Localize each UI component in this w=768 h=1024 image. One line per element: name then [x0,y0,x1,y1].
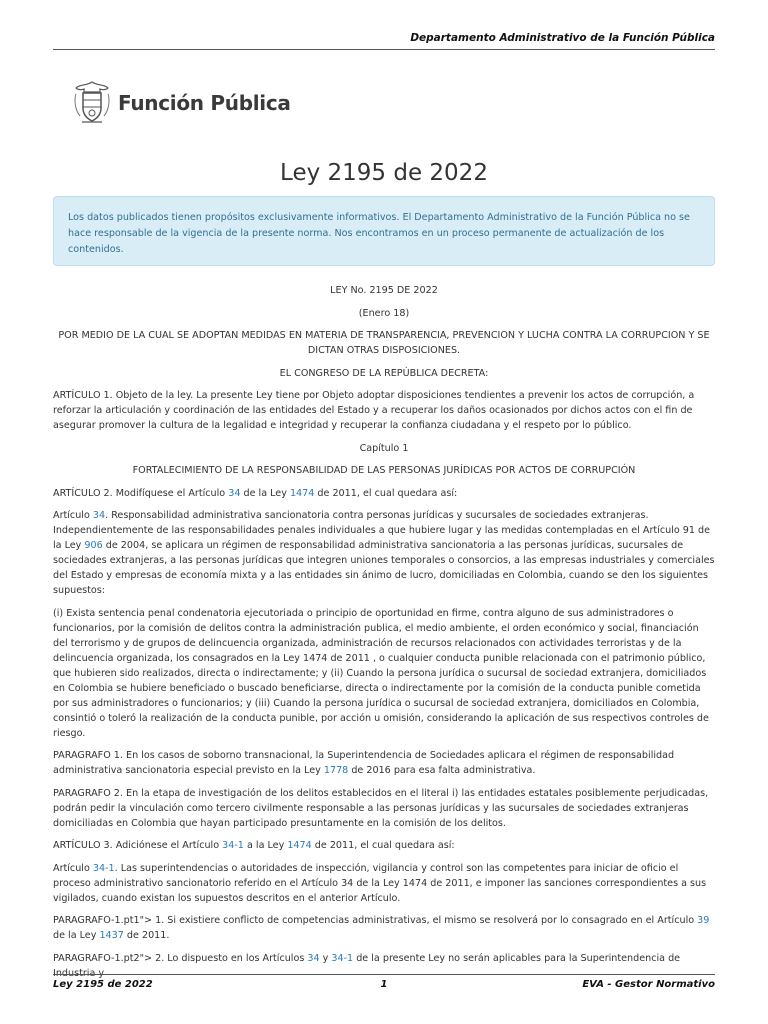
header-org: Departamento Administrativo de la Función Pública [410,32,715,44]
article-1: ARTÍCULO 1. Objeto de la ley. La presente Ley tiene por Objeto adoptar disposiciones tendientes a prevenir los actos de corrupción, a reforzar la articulación y coordinación de las entidades del Estado y a recuperar los daños ocasionados por dichos actos con el fin de asegurar promover la cultura de la legalidad e integridad y recuperar la confianza ciudadana y el respeto por lo público. [53,390,695,431]
text-run: de 2011, el cual quedara así: [314,487,458,499]
link-article-34-1[interactable]: 34-1 [222,840,244,851]
paragraph-1 [53,748,715,778]
text-run: ARTÍCULO 3. Adiciónese el Artículo [53,840,223,851]
article-3 [53,838,715,853]
text-run: . Responsabilidad administrativa sancionatoria contra personas jurídicas y sucursales de sociedades extranjeras. Independientemente de las responsabilidades penales individuales a que hubiere lugar y las medidas contempladas en el Artículo 91 de la Ley [53,510,711,551]
info-notice: Los datos publicados tienen propósitos exclusivamente informativos. El Departamento Administrativo de la Función Pública no se hace responsable de la vigencia de la presente norma. Nos encontramos en un proceso permanente de actualización de los contenidos. [53,196,715,266]
supuestos-text: (i) Exista sentencia penal condenatoria ejecutoriada o principio de oportunidad en firme, contra alguno de sus administradores o funcionarios, por la comisión de delitos contra la administración publica, el medio ambiente, el orden económico y social, financiación del terrorismo y de grupos de delincuencia organizada, administración de recursos relacionados con actividades terroristas y de la delincuencia organizada, los consagrados en la Ley 1474 de 2011 , o cualquier conducta punible relacionada con el patrimonio público, que hubieren sido realizados, directa o indirectamente; y (ii) Cuando la persona jurídica o sucursal de sociedad extranjera, domiciliados en Colombia se hubiere beneficiado o buscado beneficiarse, directa o indirectamente por la comisión de la conducta punible cometida por sus administradores o funcionarios; y (iii) Cuando la persona jurídica o sucursal de sociedad extranjera, domiciliados en Colombia, consintió o toleró la realización de la conducta punible, por acción u omisión, considerando la aplicación de sus respectivos controles de riesgo. [53,607,709,739]
article-34-1-text [53,861,715,906]
law-decree: EL CONGRESO DE LA REPÚBLICA DECRETA: [279,367,489,379]
law-date: (Enero 18) [358,307,410,319]
article-34-text [53,508,715,598]
paragraph-2: PARAGRAFO 2. En la etapa de investigación de los delitos establecidos en el literal i) las entidades estatales posiblemente perjudicadas, podrán pedir la vinculación como tercero civilmente responsable a las personas jurídicas y las sucursales de sociedades extranjeras domiciliadas en Colombia que hayan participado presuntamente en la comisión de los delitos. [53,787,709,829]
text-run: Artículo [53,510,93,521]
logo[interactable] [72,80,291,126]
footer-system: EVA - Gestor Normativo [582,979,715,990]
text-run: y [319,952,332,964]
text-run: de 2011, el cual quedara así: [311,840,455,851]
page-header [53,30,715,50]
text-run: de la presente Ley no serán aplicables para la Superintendencia de Industria y [53,952,681,979]
text-run: PARAGRAFO 1. En los casos de soborno transnacional, la Superintendencia de Sociedades aplicara el régimen de responsabilidad administrativa sancionatoria especial previsto en la Ley [53,750,675,776]
text-run: a la Ley [243,840,288,851]
link-article-34[interactable]: 34 [92,510,106,521]
link-article-34-1[interactable]: 34-1 [331,952,354,964]
coat-of-arms-icon [72,80,112,126]
text-run: ARTÍCULO 2. Modifíquese el Artículo [53,487,229,499]
link-ley-1474[interactable]: 1474 [287,840,312,851]
link-article-39[interactable]: 39 [697,915,710,926]
chapter-label: Capítulo 1 [359,442,409,454]
text-run: Artículo [53,862,93,874]
link-ley-1474[interactable]: 1474 [289,487,315,499]
text-run: . Las superintendencias o autoridades de inspección, vigilancia y control son las competentes para iniciar de oficio el proceso administrativo sancionatorio referido en el Artículo 34 de la Ley 1474 de 2011, e imponer las sanciones correspondientes a sus vigilados, cuando existan los supuestos descritos en el anterior Artículo. [53,862,707,904]
paragraph-pt1 [53,913,715,943]
link-ley-1778[interactable]: 1778 [323,765,349,776]
text-run: de la Ley [53,930,100,941]
link-ley-1437[interactable]: 1437 [99,930,124,941]
text-run: PARAGRAFO-1.pt2"> 2. Lo dispuesto en los Artículos [53,952,308,964]
article-2 [53,486,715,501]
logo-text: Función Pública [118,91,291,115]
link-article-34[interactable]: 34 [307,952,320,964]
text-run: de 2004, se aplicara un régimen de responsabilidad administrativa sancionatoria a las personas jurídicas, sucursales de sociedades extranjeras, a las personas jurídicas que integren uniones temporales o consorcios, a las empresas industriales y comerciales del Estado y empresas de economía mixta y a las entidades sin ánimo de lucro, domiciliadas en Colombia, cuando se den los siguientes supuestos: [53,540,715,596]
chapter-title: FORTALECIMIENTO DE LA RESPONSABILIDAD DE LAS PERSONAS JURÍDICAS POR ACTOS DE CORRUPCIÓN [132,465,636,476]
page-title: Ley 2195 de 2022 [280,160,488,186]
link-ley-906[interactable]: 906 [84,540,103,551]
law-number: LEY No. 2195 DE 2022 [330,285,438,296]
text-run: de la Ley [240,487,290,499]
law-subject: POR MEDIO DE LA CUAL SE ADOPTAN MEDIDAS EN MATERIA DE TRANSPARENCIA, PREVENCION Y LUCHA CONTRA LA CORRUPCION Y SE DICTAN OTRAS DISPOSICIONES. [58,330,710,356]
link-article-34[interactable]: 34 [228,487,241,499]
text-run: de 2011. [123,930,170,941]
text-run: de 2016 para esa falta administrativa. [348,765,536,776]
page-footer [53,974,715,994]
page-number: 1 [380,979,388,990]
footer-doc-title: Ley 2195 de 2022 [53,979,153,990]
link-article-34-1[interactable]: 34-1 [92,862,115,874]
document-body [53,283,715,988]
text-run: PARAGRAFO-1.pt1"> 1. Si existiere conflicto de competencias administrativas, el mismo se resolverá por lo consagrado en el Artículo [53,915,698,926]
